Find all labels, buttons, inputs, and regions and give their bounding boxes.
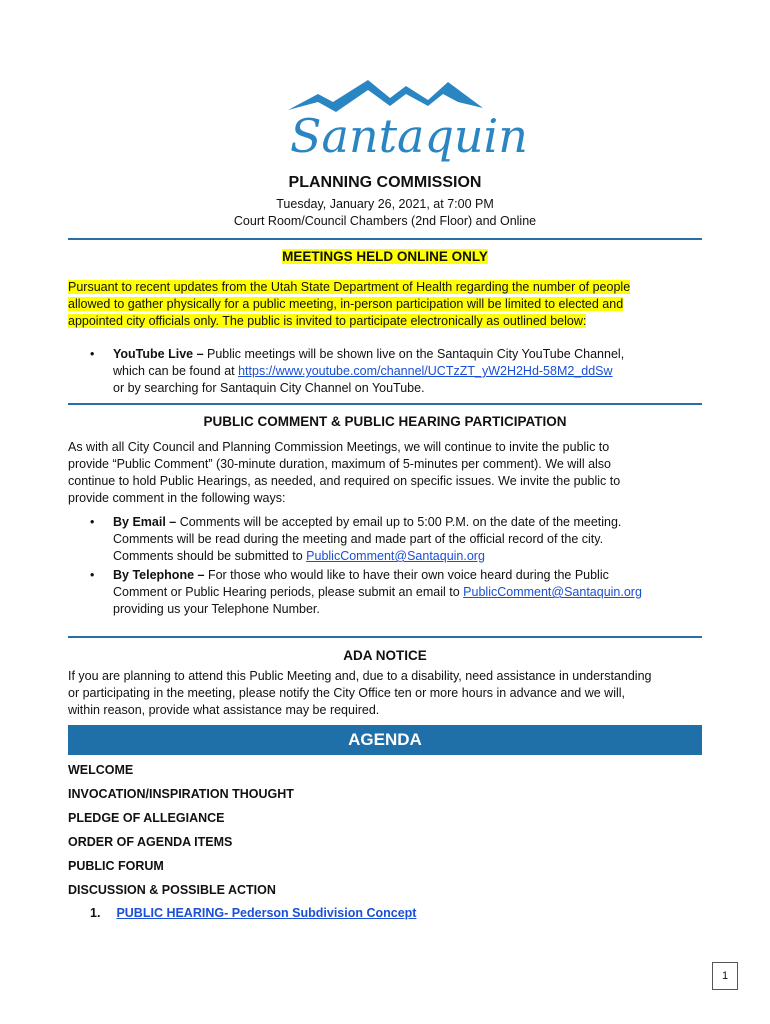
logo-wordmark: Santaquin bbox=[290, 109, 528, 163]
page-title: PLANNING COMMISSION bbox=[288, 174, 482, 191]
ada-heading: ADA NOTICE bbox=[343, 648, 427, 663]
email-link[interactable]: PublicComment@Santaquin.org bbox=[306, 549, 485, 563]
agenda-item: DISCUSSION & POSSIBLE ACTION bbox=[68, 883, 276, 897]
mountain-icon bbox=[288, 80, 483, 112]
agenda-item: WELCOME bbox=[68, 763, 134, 777]
agenda-numbered-item: 1. PUBLIC HEARING- Pederson Subdivision Concept bbox=[90, 906, 417, 920]
agenda-item: PUBLIC FORUM bbox=[68, 859, 164, 873]
divider bbox=[68, 403, 702, 405]
agenda-item: ORDER OF AGENDA ITEMS bbox=[68, 835, 233, 849]
document-page: Santaquin PLANNING COMMISSION Tuesday, January 26, 2021, at 7:00 PM Court Room/Council Chambers (2nd Floor) and Online MEETINGS HELD ONLINE ONLY Pursuant to recent updates from the Utah State Department of Health regarding the number of people allowed to gather physically for a public meeting, in-person participation will be limited to elected and appointed city officials only. The public is invited to participate electronically as outlined below: • YouTube Live – Public meetings will be shown live on the Santaquin City YouTube Channel, which can be found at https://www.youtube.com/channel/UCTzZT_yW2H2Hd-58M2_ddSw or by searching for Santaquin City Channel on YouTube. PUBLIC COMMENT & PUBLIC HEARING PARTICIPATION As with all City Council and Planning Commission Meetings, we will continue to invite the public to provide “Public Comment” (30-minute duration, maximum of 5-minutes per comment). We will also continue to hold Public Hearings, as needed, and required on specific issues. We invite the public to provide comment in the following ways: • By Email – Comments will be accepted by email up to 5:00 P.M. on the date of the meeting. Comments will be read during the meeting and made part of the official record of the city. Comments should be submitted to PublicComment@Santaquin.org • By Telephone – For those who would like to have their own voice heard during the Public Comment or Public Hearing periods, please submit an email to PublicComment@Santaquin.org providing us your Telephone Number. ADA NOTICE If you are planning to attend this Public Meeting and, due to a disability, need assistance in understanding or participating in the meeting, please notify the City Office ten or more hours in advance and we will, within reason, provide what assistance may be required. AGENDA WELCOME INVOCATION/INSPIRATION THOUGHT PLEDGE OF ALLEGIANCE ORDER OF AGENDA ITEMS PUBLIC FORUM DISCUSSION & POSSIBLE ACTION 1. PUBLIC HEARING- Pederson Subdivision Concept 1 bbox=[0, 0, 770, 1024]
meeting-date: Tuesday, January 26, 2021, at 7:00 PM bbox=[276, 197, 494, 211]
divider bbox=[68, 636, 702, 638]
agenda-item: PLEDGE OF ALLEGIANCE bbox=[68, 811, 225, 825]
comment-paragraph: As with all City Council and Planning Commission Meetings, we will continue to invite the public to provide “Public Comment” (30-minute duration, maximum of 5-minutes per comment). We will also continue to hold Public Hearings, as needed, and required on specific issues. We invite the public to provide comment in the following ways: bbox=[68, 440, 621, 505]
agenda-item: INVOCATION/INSPIRATION THOUGHT bbox=[68, 787, 294, 801]
meeting-location: Court Room/Council Chambers (2nd Floor) and Online bbox=[233, 214, 537, 228]
youtube-link[interactable]: https://www.youtube.com/channel/UCTzZT_yW2H2Hd-58M2_ddSw bbox=[238, 364, 613, 378]
page-number: 1 bbox=[712, 962, 738, 990]
ada-paragraph: If you are planning to attend this Public Meeting and, due to a disability, need assistance in understanding or participating in the meeting, please notify the City Office ten or more hours in advance and we will, within reason, provide what assistance may be required. bbox=[68, 669, 652, 717]
santaquin-logo bbox=[278, 72, 528, 172]
online-notice: Pursuant to recent updates from the Utah State Department of Health regarding the number of people allowed to gather physically for a public meeting, in-person participation will be limited to elected and appointed city officials only. The public is invited to participate electronically as outlined below: bbox=[68, 280, 631, 328]
comment-heading: PUBLIC COMMENT & PUBLIC HEARING PARTICIPATION bbox=[203, 414, 567, 429]
email-link[interactable]: PublicComment@Santaquin.org bbox=[463, 585, 642, 599]
agenda-item-link[interactable]: PUBLIC HEARING- Pederson Subdivision Concept bbox=[116, 906, 417, 920]
divider bbox=[68, 238, 702, 240]
online-heading: MEETINGS HELD ONLINE ONLY bbox=[282, 249, 488, 264]
agenda-heading: AGENDA bbox=[68, 725, 702, 755]
